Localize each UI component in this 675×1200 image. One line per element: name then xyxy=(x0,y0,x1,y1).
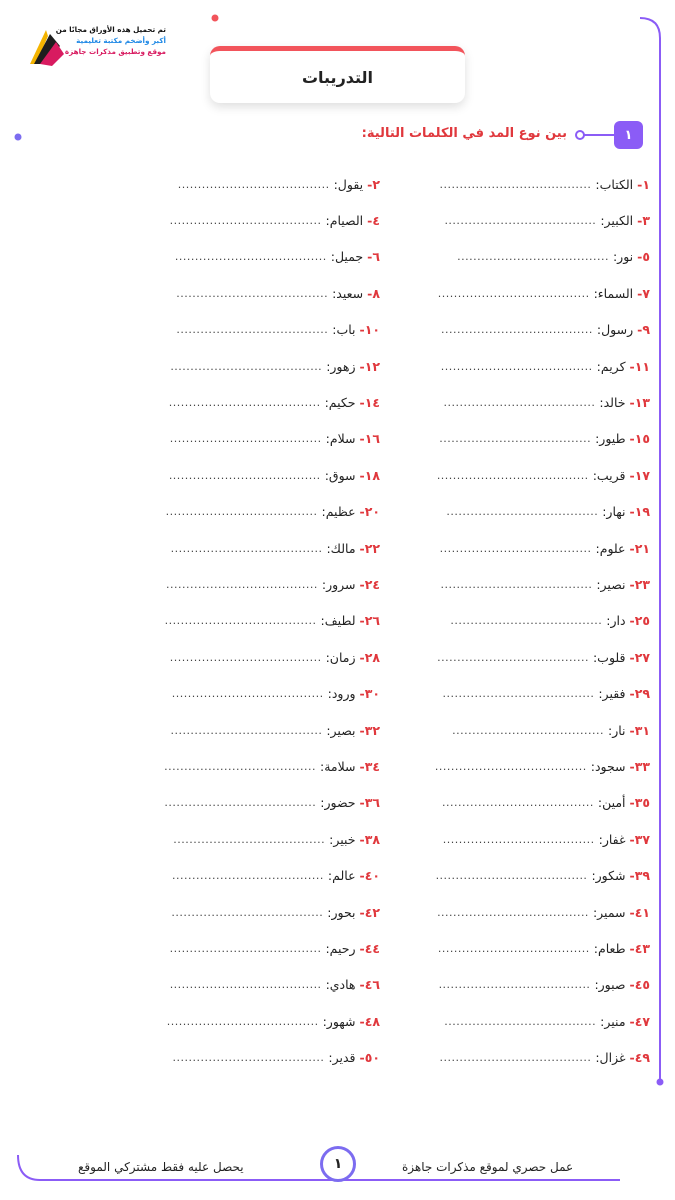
section-title: التدريبات xyxy=(301,67,374,87)
exercise-item xyxy=(150,1039,380,1075)
exercise-item xyxy=(150,348,380,384)
item-number: ٣٣- xyxy=(629,758,650,774)
item-word: سمير: xyxy=(592,904,626,920)
item-word: سرور: xyxy=(321,576,356,592)
question-text: بين نوع المد في الكلمات التالية: xyxy=(361,126,567,141)
item-number: ٤٣- xyxy=(629,940,650,956)
answer-blank[interactable]: ...................................... xyxy=(170,359,323,373)
item-word: غزال: xyxy=(595,1050,626,1066)
item-word: طعام: xyxy=(593,940,626,956)
item-number: ٢٣- xyxy=(629,576,650,592)
item-word: سعيد: xyxy=(332,285,364,301)
item-number: ٩- xyxy=(637,322,650,338)
answer-blank[interactable]: ...................................... xyxy=(169,214,322,228)
footer-exclusive-note: عمل حصري لموقع مذكرات جاهزة xyxy=(402,1160,574,1174)
answer-blank[interactable]: ...................................... xyxy=(437,650,589,664)
exercise-item xyxy=(420,348,650,384)
item-word: كريم: xyxy=(596,358,626,374)
answer-blank[interactable]: ...................................... xyxy=(169,941,322,955)
logo-line-1: تم تحميل هذه الأوراق مجانًا من xyxy=(55,25,166,34)
item-number: ١٥- xyxy=(629,431,650,447)
answer-blank[interactable]: ...................................... xyxy=(452,723,604,737)
item-word: شهور: xyxy=(322,1013,356,1029)
item-number: ١٤- xyxy=(359,395,380,411)
answer-blank[interactable]: ...................................... xyxy=(169,650,322,664)
item-number: ١٩- xyxy=(629,504,650,520)
item-number: ٣٠- xyxy=(359,686,380,702)
exercise-item xyxy=(150,785,380,821)
item-word: خالد: xyxy=(599,395,626,411)
answer-blank[interactable]: ...................................... xyxy=(442,687,595,701)
answer-blank[interactable]: ...................................... xyxy=(444,1014,597,1028)
item-number: ٣٢- xyxy=(359,722,380,738)
exercise-item xyxy=(150,312,380,348)
exercise-item xyxy=(150,894,380,930)
item-word: حضور: xyxy=(320,795,356,811)
exercise-item xyxy=(420,712,650,748)
item-number: ٤٦- xyxy=(359,977,380,993)
item-word: سلام: xyxy=(325,431,356,447)
exercise-item xyxy=(420,384,650,420)
item-number: ٣- xyxy=(637,213,650,229)
item-number: ٤٨- xyxy=(359,1013,380,1029)
exercise-item xyxy=(150,494,380,530)
item-number: ٢١- xyxy=(629,540,650,556)
item-word: زمان: xyxy=(325,649,356,665)
exercise-item xyxy=(420,857,650,893)
item-word: سوق: xyxy=(324,467,356,483)
item-number: ٤٠- xyxy=(359,868,380,884)
exercise-item xyxy=(150,675,380,711)
answer-blank[interactable]: ...................................... xyxy=(437,286,590,300)
answer-blank[interactable]: ...................................... xyxy=(441,323,593,337)
exercise-item xyxy=(420,821,650,857)
item-number: ٢٠- xyxy=(359,504,380,520)
exercise-item xyxy=(150,930,380,966)
exercise-item xyxy=(150,202,380,238)
item-word: غفار: xyxy=(598,831,626,847)
exercise-grid xyxy=(150,166,650,1076)
exercise-item xyxy=(420,202,650,238)
item-word: قلوب: xyxy=(592,649,626,665)
item-word: زهور: xyxy=(326,358,356,374)
answer-blank[interactable]: ...................................... xyxy=(446,505,599,519)
answer-blank[interactable]: ...................................... xyxy=(166,1014,319,1028)
answer-blank[interactable]: ...................................... xyxy=(450,614,603,628)
answer-blank[interactable]: ...................................... xyxy=(438,978,591,992)
answer-blank[interactable]: ...................................... xyxy=(169,432,322,446)
answer-blank[interactable]: ...................................... xyxy=(437,941,590,955)
answer-blank[interactable]: ...................................... xyxy=(168,396,321,410)
answer-blank[interactable]: ...................................... xyxy=(176,286,329,300)
item-number: ٢٨- xyxy=(359,649,380,665)
item-word: أمين: xyxy=(597,795,626,811)
item-word: باب: xyxy=(332,322,356,338)
item-number: ١٣- xyxy=(629,395,650,411)
exercise-item xyxy=(420,166,650,202)
page-number: ١ xyxy=(320,1146,356,1182)
exercise-item xyxy=(150,603,380,639)
item-number: ٧- xyxy=(637,285,650,301)
section-title-card xyxy=(210,46,465,103)
item-number: ٣٩- xyxy=(629,868,650,884)
item-word: السماء: xyxy=(593,285,634,301)
exercise-item xyxy=(150,1003,380,1039)
exercise-item xyxy=(150,967,380,1003)
item-word: نار: xyxy=(607,722,626,738)
item-number: ٤٤- xyxy=(359,940,380,956)
item-word: الكبير: xyxy=(600,213,634,229)
item-number: ٣٦- xyxy=(359,795,380,811)
exercise-item xyxy=(420,967,650,1003)
answer-blank[interactable]: ...................................... xyxy=(435,869,588,883)
exercise-item xyxy=(420,312,650,348)
item-word: شكور: xyxy=(591,868,626,884)
item-number: ٣١- xyxy=(629,722,650,738)
item-word: ورود: xyxy=(327,686,356,702)
item-number: ٤٩- xyxy=(629,1050,650,1066)
site-logo xyxy=(26,22,164,70)
item-word: عالم: xyxy=(327,868,356,884)
exercise-item xyxy=(420,275,650,311)
answer-blank[interactable]: ...................................... xyxy=(177,177,330,191)
item-word: بصير: xyxy=(326,722,356,738)
item-number: ٢- xyxy=(367,176,380,192)
answer-blank[interactable]: ...................................... xyxy=(439,541,592,555)
answer-blank[interactable]: ...................................... xyxy=(174,250,327,264)
item-number: ٢٤- xyxy=(359,576,380,592)
item-number: ١- xyxy=(637,176,650,192)
answer-blank[interactable]: ...................................... xyxy=(176,323,329,337)
item-word: سجود: xyxy=(590,758,626,774)
item-word: حكيم: xyxy=(324,395,356,411)
question-connector xyxy=(583,134,615,136)
exercise-item xyxy=(420,603,650,639)
exercise-item xyxy=(150,239,380,275)
answer-blank[interactable]: ...................................... xyxy=(170,541,323,555)
item-number: ٢٩- xyxy=(629,686,650,702)
item-word: لطيف: xyxy=(320,613,356,629)
answer-blank[interactable]: ...................................... xyxy=(443,396,596,410)
item-number: ٤٧- xyxy=(629,1013,650,1029)
item-word: قريب: xyxy=(592,467,626,483)
exercise-item xyxy=(420,785,650,821)
answer-blank[interactable]: ...................................... xyxy=(437,905,589,919)
answer-blank[interactable]: ...................................... xyxy=(168,468,321,482)
item-word: علوم: xyxy=(595,540,626,556)
item-number: ٣٧- xyxy=(629,831,650,847)
exercise-item xyxy=(420,566,650,602)
exercise-item xyxy=(150,421,380,457)
item-number: ١٦- xyxy=(359,431,380,447)
question-dot-icon xyxy=(575,130,585,140)
exercise-item xyxy=(420,748,650,784)
exercise-item xyxy=(420,421,650,457)
exercise-item xyxy=(420,639,650,675)
exercise-item xyxy=(420,1003,650,1039)
exercise-item xyxy=(150,457,380,493)
exercise-item xyxy=(150,275,380,311)
item-number: ٤- xyxy=(367,213,380,229)
exercise-item xyxy=(150,857,380,893)
exercise-item xyxy=(150,712,380,748)
answer-blank[interactable]: ...................................... xyxy=(441,796,594,810)
answer-blank[interactable]: ...................................... xyxy=(171,905,324,919)
item-number: ١٨- xyxy=(359,467,380,483)
item-number: ٤١- xyxy=(629,904,650,920)
exercise-item xyxy=(150,384,380,420)
exercise-item xyxy=(420,239,650,275)
item-word: نصير: xyxy=(596,576,626,592)
exercise-item xyxy=(150,639,380,675)
item-word: عظيم: xyxy=(321,504,356,520)
item-word: منير: xyxy=(600,1013,626,1029)
answer-blank[interactable]: ...................................... xyxy=(439,432,592,446)
item-word: يقول: xyxy=(333,176,364,192)
exercise-item xyxy=(150,748,380,784)
item-word: دار: xyxy=(606,613,626,629)
item-number: ٢٥- xyxy=(629,613,650,629)
item-word: هادي: xyxy=(325,977,356,993)
answer-blank[interactable]: ...................................... xyxy=(173,832,326,846)
exercise-item xyxy=(150,566,380,602)
exercise-item xyxy=(420,530,650,566)
exercise-item xyxy=(150,166,380,202)
item-word: سلامة: xyxy=(319,758,356,774)
exercise-item xyxy=(420,457,650,493)
item-number: ١٠- xyxy=(359,322,380,338)
item-word: مالك: xyxy=(326,540,356,556)
item-number: ٣٥- xyxy=(629,795,650,811)
answer-blank[interactable]: ...................................... xyxy=(169,978,322,992)
item-number: ٢٦- xyxy=(359,613,380,629)
answer-blank[interactable]: ...................................... xyxy=(440,577,593,591)
answer-blank[interactable]: ...................................... xyxy=(434,759,587,773)
item-number: ١١- xyxy=(629,358,650,374)
answer-blank[interactable]: ...................................... xyxy=(166,577,318,591)
item-word: رحيم: xyxy=(325,940,356,956)
answer-blank[interactable]: ...................................... xyxy=(170,723,323,737)
item-number: ٥٠- xyxy=(359,1050,380,1066)
answer-blank[interactable]: ...................................... xyxy=(164,796,317,810)
exercise-item xyxy=(420,894,650,930)
item-word: صبور: xyxy=(594,977,626,993)
item-word: جميل: xyxy=(330,249,364,265)
item-word: الصيام: xyxy=(325,213,364,229)
item-word: بحور: xyxy=(327,904,356,920)
answer-blank[interactable]: ...................................... xyxy=(164,614,317,628)
exercise-item xyxy=(150,530,380,566)
item-number: ١٢- xyxy=(359,358,380,374)
item-word: قدير: xyxy=(328,1050,356,1066)
item-number: ٤٢- xyxy=(359,904,380,920)
footer-subscribers-note: يحصل عليه فقط مشتركي الموقع xyxy=(78,1160,244,1174)
exercise-item xyxy=(420,1039,650,1075)
exercise-item xyxy=(150,821,380,857)
item-number: ٢٢- xyxy=(359,540,380,556)
answer-blank[interactable]: ...................................... xyxy=(439,177,592,191)
answer-blank[interactable]: ...................................... xyxy=(440,359,593,373)
item-word: رسول: xyxy=(596,322,634,338)
item-word: فقير: xyxy=(598,686,626,702)
answer-blank[interactable]: ...................................... xyxy=(164,759,316,773)
item-number: ٥- xyxy=(637,249,650,265)
item-word: الكتاب: xyxy=(595,176,634,192)
answer-blank[interactable]: ...................................... xyxy=(439,1051,592,1065)
item-number: ٤٥- xyxy=(629,977,650,993)
answer-blank[interactable]: ...................................... xyxy=(165,505,318,519)
answer-blank[interactable]: ...................................... xyxy=(172,869,324,883)
item-word: خبير: xyxy=(329,831,356,847)
item-number: ٦- xyxy=(367,249,380,265)
item-word: نور: xyxy=(612,249,634,265)
item-number: ٨- xyxy=(367,285,380,301)
exercise-item xyxy=(420,494,650,530)
item-word: طيور: xyxy=(595,431,626,447)
answer-blank[interactable]: ...................................... xyxy=(171,687,324,701)
item-number: ٣٤- xyxy=(359,758,380,774)
logo-line-3: موقع وتطبيق مذكرات جاهزة xyxy=(64,47,166,56)
logo-line-2: أكبر وأضخم مكتبة تعليمية xyxy=(76,36,166,45)
answer-blank[interactable]: ...................................... xyxy=(457,250,609,264)
item-number: ١٧- xyxy=(629,467,650,483)
answer-blank[interactable]: ...................................... xyxy=(444,214,597,228)
item-word: نهار: xyxy=(602,504,626,520)
answer-blank[interactable]: ...................................... xyxy=(436,468,589,482)
question-number-badge: ١ xyxy=(614,121,643,149)
item-number: ٣٨- xyxy=(359,831,380,847)
item-number: ٢٧- xyxy=(629,649,650,665)
exercise-item xyxy=(420,930,650,966)
answer-blank[interactable]: ...................................... xyxy=(172,1051,325,1065)
answer-blank[interactable]: ...................................... xyxy=(442,832,595,846)
exercise-item xyxy=(420,675,650,711)
